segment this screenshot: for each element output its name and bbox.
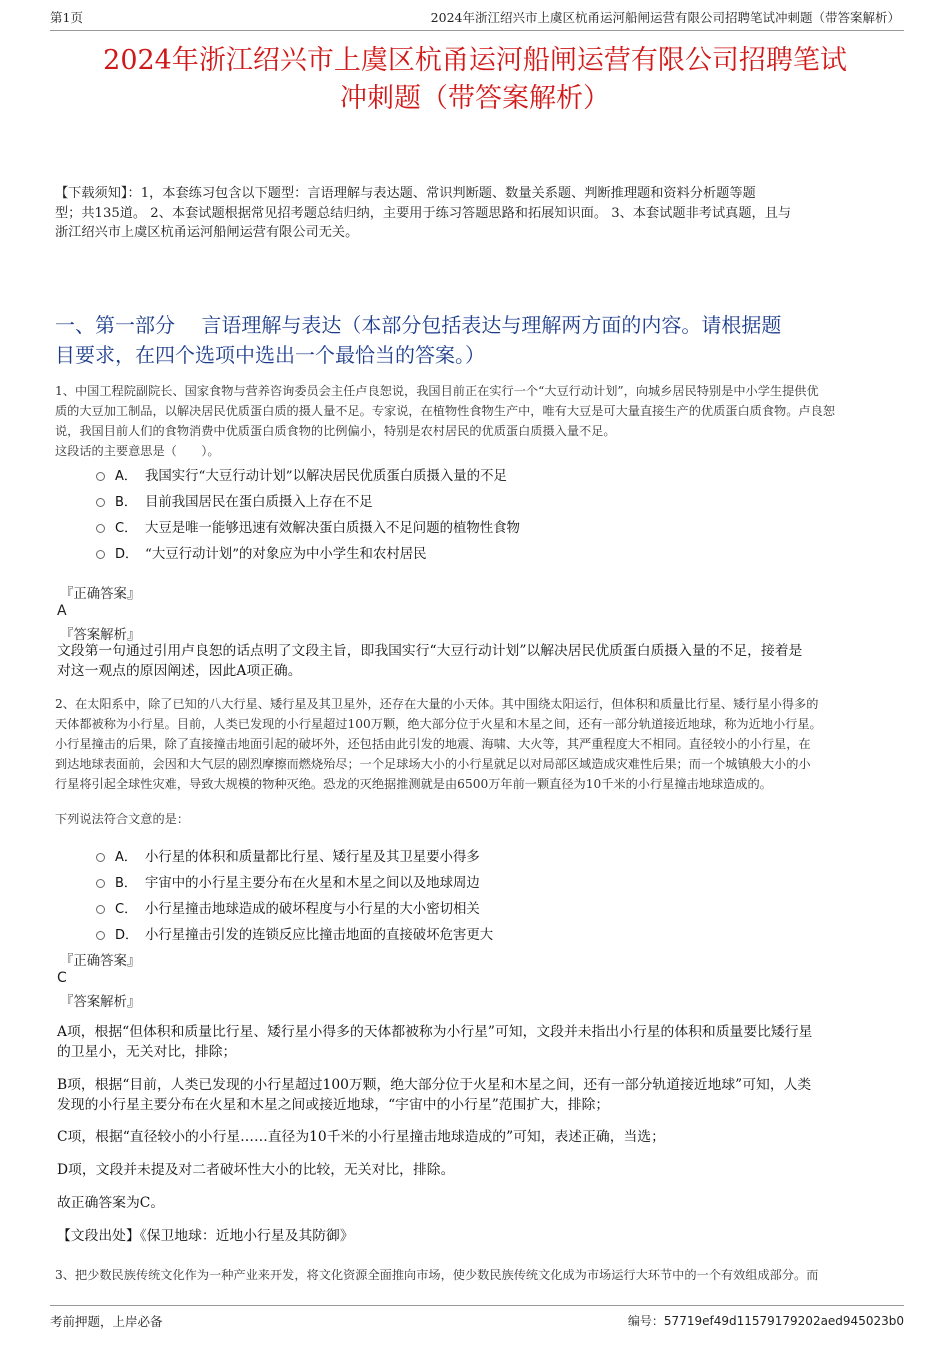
question-line: 行星将引起全球性灾难，导致大规模的物种灭绝。恐龙的灭绝据推测就是由6500万年前一颗直径为10千米的小行星撞击地球造成的。 bbox=[55, 777, 772, 791]
question-line: 2、在太阳系中，除了已知的八大行星、矮行星及其卫星外，还存在大量的小天体。其中围绕太阳运行，但体积和质量比行星、矮行星小得多的 bbox=[55, 697, 819, 711]
option-letter: A． bbox=[115, 468, 137, 484]
notice-line: 型；共135道。 2、本套试题根据常见招考题总结归纳，主要用于练习答题思路和拓展知识面。 3、本套试题非考试真题，且与 bbox=[55, 205, 792, 221]
option-text: 目前我国居民在蛋白质摄入上存在不足 bbox=[145, 494, 373, 510]
option-text: “大豆行动计划”的对象应为中小学生和农村居民 bbox=[145, 546, 427, 562]
q2-option-c[interactable] bbox=[96, 896, 480, 918]
q1-answer: A bbox=[57, 603, 67, 619]
analysis-line: 发现的小行星主要分布在火星和木星之间或接近地球，“宇宙中的小行星”范围扩大，排除； bbox=[57, 1096, 610, 1113]
option-text: 小行星的体积和质量都比行星、矮行星及其卫星要小得多 bbox=[145, 849, 480, 865]
option-letter: D． bbox=[115, 927, 139, 943]
q2-source: 【文段出处】《保卫地球：近地小行星及其防御》 bbox=[57, 1228, 354, 1244]
question-1-text bbox=[55, 381, 900, 461]
q2-answer: C bbox=[57, 970, 67, 986]
radio-icon[interactable] bbox=[96, 879, 105, 888]
option-letter: B． bbox=[115, 875, 137, 891]
q1-option-a[interactable] bbox=[96, 463, 507, 485]
option-text: 我国实行“大豆行动计划”以解决居民优质蛋白质摄入量的不足 bbox=[145, 468, 507, 484]
footer-slogan: 考前押题，上岸必备 bbox=[50, 1314, 163, 1329]
header-divider bbox=[50, 30, 904, 31]
footer-doc-id: 编号：57719ef49d11579179202aed945023b0 bbox=[627, 1314, 904, 1328]
radio-icon[interactable] bbox=[96, 905, 105, 914]
option-letter: B． bbox=[115, 494, 137, 510]
option-letter: A． bbox=[115, 849, 137, 865]
q1-analysis-label: 『答案解析』 bbox=[60, 628, 141, 643]
q1-option-d[interactable] bbox=[96, 541, 427, 563]
analysis-line: B项，根据“目前，人类已发现的小行星超过100万颗，绝大部分位于火星和木星之间，还有一部分轨道接近地球”可知，人类 bbox=[57, 1077, 812, 1093]
q2-analysis-a bbox=[57, 1023, 897, 1062]
q1-option-b[interactable] bbox=[96, 489, 373, 511]
footer-divider bbox=[50, 1305, 904, 1306]
question-line: 1、中国工程院副院长、国家食物与营养咨询委员会主任卢良恕说，我国目前正在实行一个“大豆行动计划”，向城乡居民特别是中小学生提供优 bbox=[55, 384, 819, 398]
option-text: 大豆是唯一能够迅速有效解决蛋白质摄入不足问题的植物性食物 bbox=[145, 520, 520, 536]
header-doc-title: 2024年浙江绍兴市上虞区杭甬运河船闸运营有限公司招聘笔试冲刺题（带答案解析） bbox=[430, 10, 900, 25]
question-2-text bbox=[55, 694, 900, 794]
analysis-line: A项，根据“但体积和质量比行星、矮行星小得多的天体都被称为小行星”可知，文段并未指出小行星的体积和质量要比矮行星 bbox=[57, 1024, 813, 1040]
question-line: 说，我国目前人们的食物消费中优质蛋白质食物的比例偏小，特别是农村居民的优质蛋白质摄入量不足。 bbox=[55, 424, 616, 438]
analysis-line: 对这一观点的原因阐述，因此A项正确。 bbox=[57, 662, 302, 679]
radio-icon[interactable] bbox=[96, 498, 105, 507]
q2-analysis-label: 『答案解析』 bbox=[60, 995, 141, 1010]
option-letter: D． bbox=[115, 546, 139, 562]
q2-option-b[interactable] bbox=[96, 870, 480, 892]
section-heading bbox=[55, 310, 900, 370]
analysis-line: 的卫星小，无关对比，排除； bbox=[57, 1043, 237, 1060]
q2-analysis-c: C项，根据“直径较小的小行星……直径为10千米的小行星撞击地球造成的”可知，表述正确，当选； bbox=[57, 1129, 665, 1145]
analysis-line: 文段第一句通过引用卢良恕的话点明了文段主旨，即我国实行“大豆行动计划”以解决居民优质蛋白质摄入量的不足，接着是 bbox=[57, 643, 803, 659]
q2-analysis-d: D项，文段并未提及对二者破坏性大小的比较，无关对比，排除。 bbox=[57, 1162, 455, 1178]
notice-line: 浙江绍兴市上虞区杭甬运河船闸运营有限公司无关。 bbox=[55, 225, 359, 240]
question-line: 质的大豆加工制品，以解决居民优质蛋白质的摄人量不足。专家说，在植物性食物生产中，唯有大豆是可大量直接生产的优质蛋白质食物。卢良恕 bbox=[55, 404, 835, 418]
question-3-text: 3、把少数民族传统文化作为一种产业来开发，将文化资源全面推向市场，使少数民族传统文化成为市场运行大环节中的一个有效组成部分。而 bbox=[55, 1268, 819, 1282]
q2-conclusion: 故正确答案为C。 bbox=[57, 1195, 165, 1211]
q1-analysis bbox=[57, 642, 897, 681]
option-letter: C． bbox=[115, 520, 138, 536]
page-number: 第1页 bbox=[50, 10, 83, 25]
q1-answer-label: 『正确答案』 bbox=[60, 587, 141, 602]
page-title bbox=[40, 42, 910, 118]
option-text: 小行星撞击引发的连锁反应比撞击地面的直接破坏危害更大 bbox=[145, 927, 494, 943]
radio-icon[interactable] bbox=[96, 524, 105, 533]
question-line: 天体都被称为小行星。目前，人类已发现的小行星超过100万颗，绝大部分位于火星和木星之间，还有一部分轨道接近地球，称为近地小行星。 bbox=[55, 717, 822, 731]
download-notice bbox=[55, 184, 900, 243]
q2-option-a[interactable] bbox=[96, 844, 480, 866]
option-text: 宇宙中的小行星主要分布在火星和木星之间以及地球周边 bbox=[145, 875, 480, 891]
title-line-2: 冲刺题（带答案解析） bbox=[340, 83, 610, 114]
question-line: 小行星撞击的后果，除了直接撞击地面引起的破坏外，还包括由此引发的地震、海啸、大火等，其严重程度大不相同。直径较小的小行星，在 bbox=[55, 737, 811, 751]
radio-icon[interactable] bbox=[96, 853, 105, 862]
section-heading-line: 一、第一部分 言语理解与表达（本部分包括表达与理解两方面的内容。请根据题 bbox=[55, 313, 782, 337]
q2-answer-label: 『正确答案』 bbox=[60, 954, 141, 969]
radio-icon[interactable] bbox=[96, 472, 105, 481]
q1-option-c[interactable] bbox=[96, 515, 520, 537]
q2-option-d[interactable] bbox=[96, 922, 493, 944]
question-line: 到达地球表面前，会因和大气层的剧烈摩擦而燃烧殆尽；一个足球场大小的小行星就足以对局部区域造成灾难性后果；而一个城镇般大小的小 bbox=[55, 757, 811, 771]
title-line-1: 2024年浙江绍兴市上虞区杭甬运河船闸运营有限公司招聘笔试 bbox=[103, 45, 847, 76]
radio-icon[interactable] bbox=[96, 550, 105, 559]
option-text: 小行星撞击地球造成的破坏程度与小行星的大小密切相关 bbox=[145, 901, 480, 917]
notice-line: 【下载须知】：1，本套练习包含以下题型：言语理解与表达题、常识判断题、数量关系题、判断推理题和资料分析题等题 bbox=[55, 186, 756, 201]
radio-icon[interactable] bbox=[96, 931, 105, 940]
question-line: 这段话的主要意思是（ ）。 bbox=[55, 444, 220, 458]
question-2-prompt: 下列说法符合文意的是： bbox=[55, 812, 190, 826]
option-letter: C． bbox=[115, 901, 138, 917]
section-heading-line: 目要求，在四个选项中选出一个最恰当的答案。） bbox=[55, 343, 485, 367]
q2-analysis-b bbox=[57, 1076, 897, 1115]
